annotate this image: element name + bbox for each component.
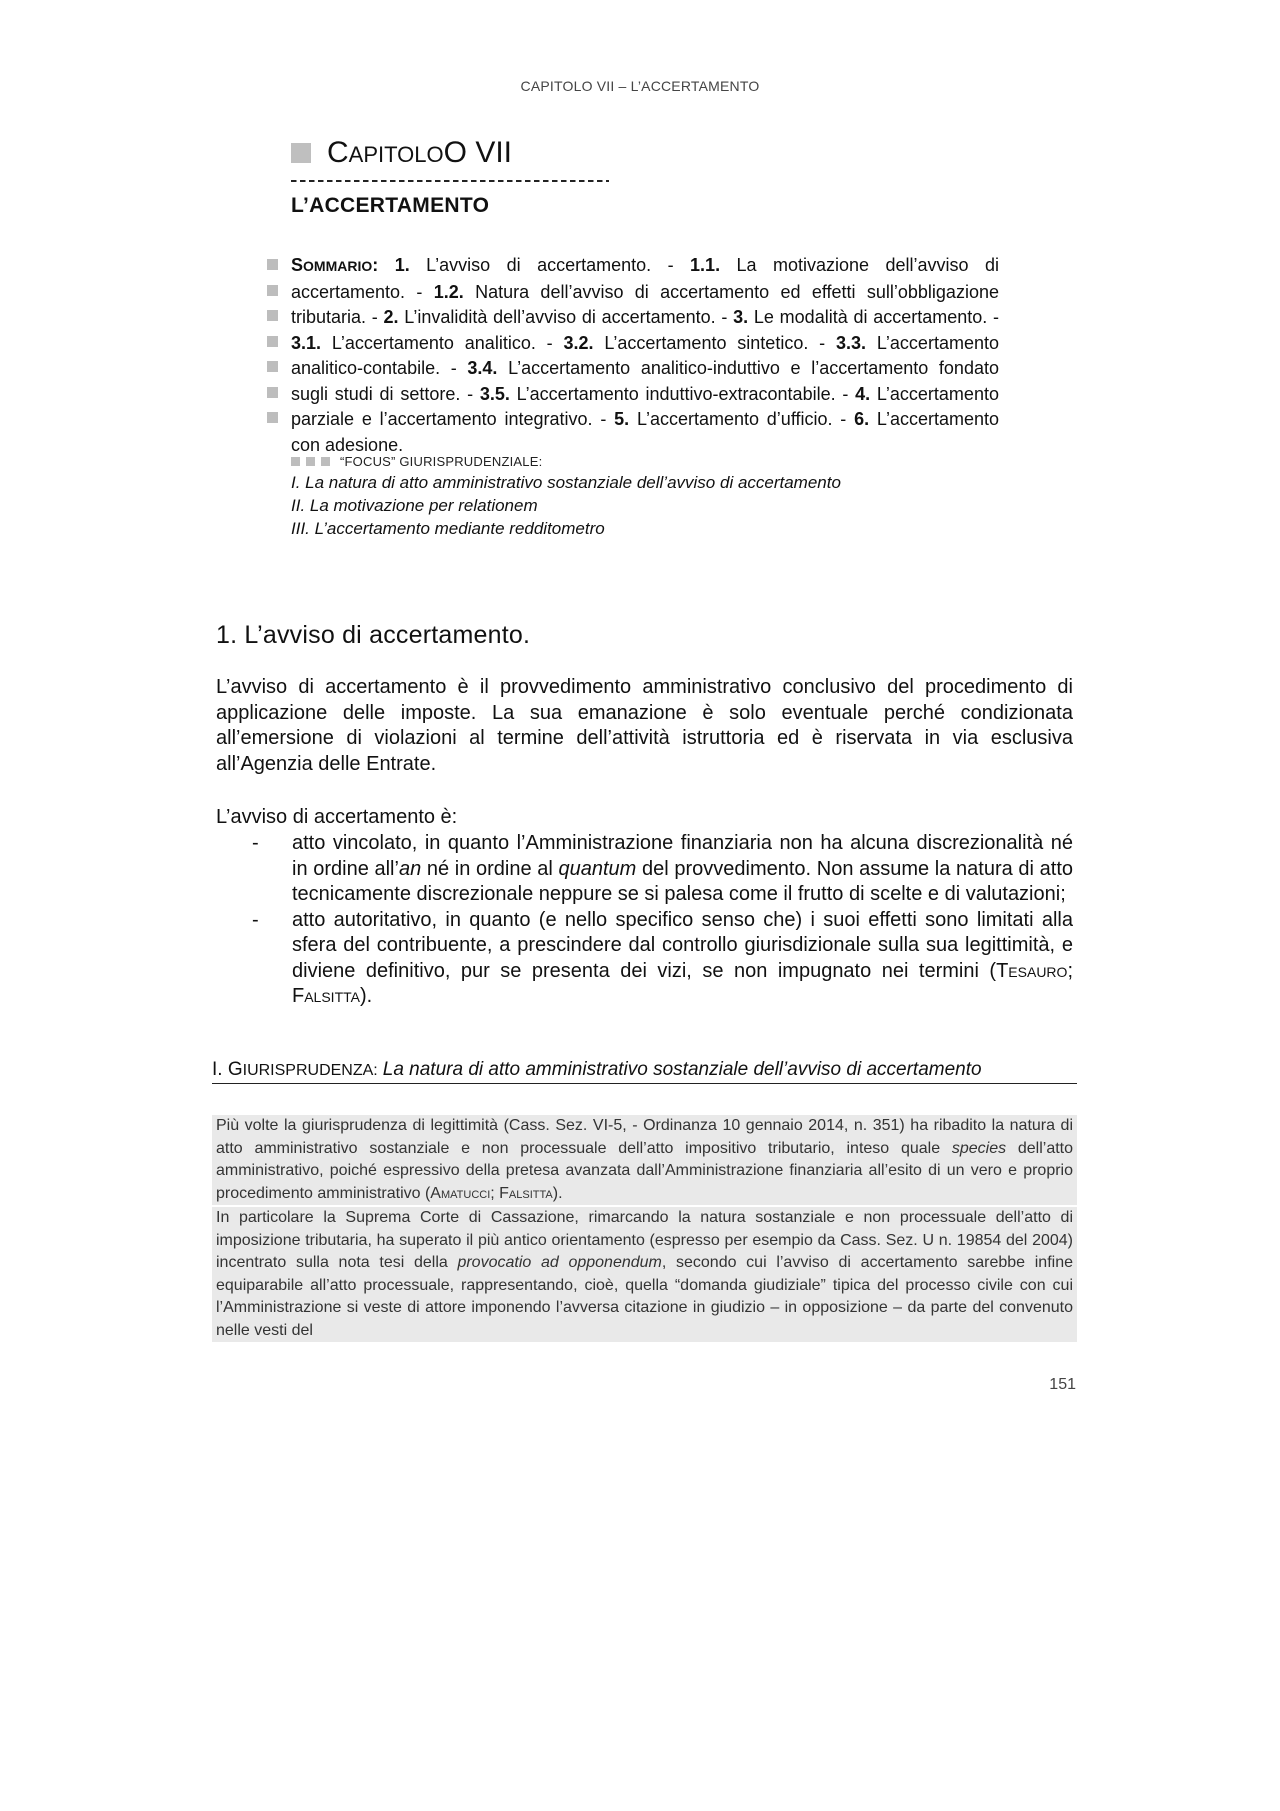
square-bullet-icon — [267, 259, 278, 270]
summary-entry: 1.1. La motivazione dell’avviso di accertamento. - — [291, 255, 999, 302]
list-item — [216, 908, 1073, 1010]
square-bullet-icon — [267, 412, 278, 423]
chapter-divider — [291, 174, 609, 184]
jurisprudence-heading: I. GIURISPRUDENZA: La natura di atto amministrativo sostanziale dell’avviso di accertamento — [212, 1059, 1077, 1084]
square-bullet-icon — [267, 387, 278, 398]
jurisprudence-paragraph: Più volte la giurisprudenza di legittimità (Cass. Sez. VI-5, - Ordinanza 10 gennaio 2014, n. 351) ha ribadito la natura di atto amministrativo sostanziale e non processuale dell’atto impositivo tributario, inteso quale species dell’atto amministrativo, poiché espressivo della pretesa avanzata dall’Amministrazione finanziaria all’esito di un vero e proprio procedimento amministrativo (Amatucci; Falsitta). — [212, 1115, 1077, 1205]
summary-entry: 1. L’avviso di accertamento. - — [394, 255, 674, 275]
summary-entry: 1.2. Natura dell’avviso di accertamento ed effetti sull’obbligazione tributaria. - — [291, 281, 999, 327]
summary-entry: 3.5. L’accertamento induttivo-extracontabile. - — [479, 383, 849, 404]
paragraph: L’avviso di accertamento è il provvedimento amministrativo conclusivo del procedimento di applicazione delle imposte. La sua emanazione è solo eventuale perché condizionata all’emersione di violazioni al termine dell’attività istruttoria ed è riservata in via esclusiva all’Agenzia delle Entrate. — [216, 676, 1073, 775]
square-bullet-icon — [267, 285, 278, 296]
dash-bullet: - — [252, 832, 259, 854]
summary-block — [267, 253, 999, 458]
chapter-heading — [291, 136, 1011, 218]
focus-item: III. L’accertamento mediante redditometro — [291, 519, 605, 538]
summary-bullets — [267, 259, 279, 438]
focus-list — [291, 471, 971, 540]
chapter-subtitle: L’ACCERTAMENTO — [291, 194, 490, 217]
list-item-text: atto autoritativo, in quanto (e nello specifico senso che) i suoi effetti sono limitati alla sfera del contribuente, a prescindere dal controllo giurisdizionale sulla sua legittimità, e diviene definitivo, pur se presenta dei vizi, se non impugnato nei termini (Tesauro; Falsitta). — [292, 908, 1073, 1007]
square-bullet-icon — [267, 336, 278, 347]
summary-text — [291, 253, 999, 458]
summary-entry: 6. L’accertamento con adesione. — [291, 409, 999, 455]
focus-heading-label: “FOCUS” GIURISPRUDENZIALE: — [340, 454, 543, 469]
summary-label: SOMMARIO: — [291, 255, 379, 275]
running-header: CAPITOLO VII – L’ACCERTAMENTO — [520, 78, 760, 94]
focus-block — [291, 454, 971, 540]
dash-bullet: - — [252, 908, 259, 931]
focus-item: II. La motivazione per relationem — [291, 496, 538, 515]
summary-entry: 3.2. L’accertamento sintetico. - — [563, 332, 826, 353]
summary-entry: 3. Le modalità di accertamento. - — [733, 307, 999, 327]
list-item-text: atto vincolato, in quanto l’Amministrazione finanziaria non ha alcuna discrezionalità né in ordine all’an né in ordine al quantum del provvedimento. Non assume la natura di atto tecnicamente discrezionale neppure se si palesa come il frutto di scelte e di valutazioni; — [292, 832, 1073, 905]
square-bullet-icon — [321, 457, 330, 466]
paragraph: L’avviso di accertamento è: — [216, 806, 458, 828]
square-bullet-icon — [291, 457, 300, 466]
jurisprudence-paragraph: In particolare la Suprema Corte di Cassazione, rimarcando la natura sostanziale e non processuale dell’atto di imposizione tributaria, ha superato il più antico orientamento (espresso per esempio da Cass. Sez. U n. 19854 del 2004) incentrato sulla nota tesi della provocatio ad opponendum, secondo cui l’avviso di accertamento sarebbe infine equiparabile all’atto processuale, rappresentando, cioè, quella “domanda giudiziale” tipica del processo civile con cui l’Amministrazione si veste di attore imponendo l’avversa citazione in giudizio – in opposizione – da parte del convenuto nelle vesti del — [212, 1207, 1077, 1342]
summary-entry: 3.1. L’accertamento analitico. - — [291, 332, 553, 353]
list-item — [216, 831, 1073, 908]
square-bullet-icon — [267, 310, 278, 321]
square-bullet-icon — [306, 457, 315, 466]
bullet-list — [216, 831, 1073, 1010]
summary-entry: 3.3. L’accertamento analitico-contabile. - — [291, 332, 999, 378]
summary-entry: 5. L’accertamento d’ufficio. - — [614, 409, 847, 429]
focus-item: I. La natura di atto amministrativo sostanziale dell’avviso di accertamento — [291, 473, 841, 492]
square-bullet-icon — [267, 361, 278, 372]
jurisprudence-box — [212, 1115, 1077, 1342]
focus-heading — [291, 454, 971, 469]
page-number: 151 — [1049, 1376, 1076, 1393]
summary-entry: 2. L’invalidità dell’avviso di accertamento. - — [383, 307, 728, 327]
section-title: 1. L’avviso di accertamento. — [216, 621, 531, 649]
summary-entry: 3.4. L’accertamento analitico-induttivo e l’accertamento fondato sugli studi di settore. - — [291, 358, 999, 404]
summary-entry: 4. L’accertamento parziale e l’accertamento integrativo. - — [291, 383, 999, 429]
chapter-title: CAPITOLOO VII — [327, 136, 513, 169]
square-bullet-icon — [291, 143, 311, 163]
